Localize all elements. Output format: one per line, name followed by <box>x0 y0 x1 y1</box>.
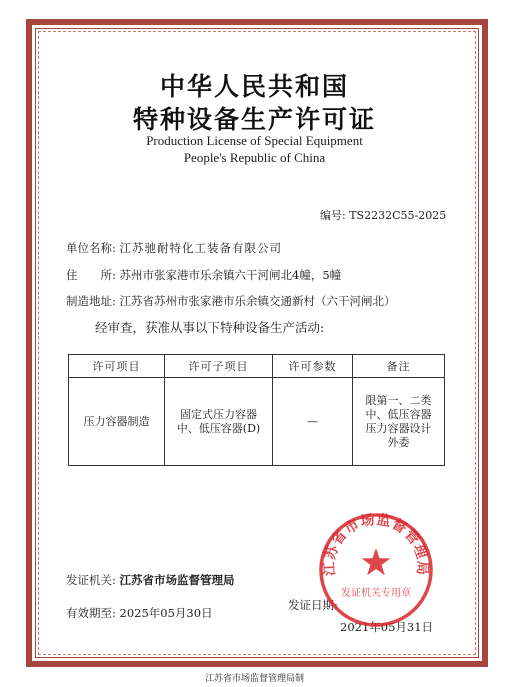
header-license-parameter: 许可参数 <box>273 355 353 378</box>
manufacturing-address-row <box>66 293 396 309</box>
issuing-authority-label: 发证机关: <box>66 573 116 587</box>
address-value: 苏州市张家港市乐余镇六干河闸北4幢，5幢 <box>119 268 342 282</box>
license-table-header <box>69 355 445 378</box>
title-line2: 特种设备生产许可证 <box>132 105 376 134</box>
sub-item-line2: 中、低压容器(D) <box>176 421 261 435</box>
validity-date-value: 2025年05月30日 <box>119 606 213 620</box>
star-icon <box>362 548 391 575</box>
title-line1: 中华人民共和国 <box>159 72 349 101</box>
cell-license-parameter: — <box>273 378 353 466</box>
title-english-line1: Production License of Special Equipment <box>146 133 363 148</box>
header-note: 备注 <box>353 355 445 378</box>
seal-sub-text: 发证机关专用章 <box>341 588 411 599</box>
certificate-number <box>320 207 446 223</box>
intro-text: 经审查，获准从事以下特种设备生产活动: <box>95 320 325 335</box>
seal-text: 江苏省市场监督管理局 <box>321 512 431 577</box>
footer-issuer: 江苏省市场监督管理局制 <box>204 674 304 684</box>
header-license-item: 许可项目 <box>69 355 165 378</box>
address-row <box>66 267 341 283</box>
license-table <box>68 354 445 466</box>
issue-date-label: 发证日期: <box>288 598 338 612</box>
company-name-label: 单位名称: <box>66 241 116 255</box>
certificate-number-label: 编号: <box>320 209 346 222</box>
sub-item-line1: 固定式压力容器 <box>180 407 257 421</box>
official-seal <box>318 512 434 628</box>
issue-date-value: 2021年05月31日 <box>340 620 434 634</box>
issuing-authority <box>66 572 235 588</box>
note-line4: 外委 <box>387 435 410 449</box>
issuing-authority-value: 江苏省市场监督管理局 <box>119 573 235 587</box>
note-line2: 中、低压容器 <box>365 407 432 421</box>
manufacturing-address-label: 制造地址: <box>66 294 116 308</box>
cell-note <box>353 378 445 466</box>
header-license-sub-item: 许可子项目 <box>165 355 273 378</box>
manufacturing-address-value: 江苏省苏州市张家港市乐余镇交通新村（六干河闸北） <box>119 294 396 308</box>
certificate-number-value: TS2232C55-2025 <box>349 209 447 222</box>
table-row <box>69 378 445 466</box>
cell-license-item: 压力容器制造 <box>69 378 165 466</box>
validity-date <box>66 605 213 621</box>
address-label: 住 所: <box>66 268 116 282</box>
title-english-line2: People's Republic of China <box>183 150 326 165</box>
note-line1: 限第一、二类 <box>365 393 432 407</box>
company-name-row <box>66 240 282 256</box>
cell-license-sub-item <box>165 378 273 466</box>
note-line3: 压力容器设计 <box>365 421 432 435</box>
validity-date-label: 有效期至: <box>66 606 116 620</box>
company-name-value: 江苏驰耐特化工装备有限公司 <box>119 241 283 255</box>
